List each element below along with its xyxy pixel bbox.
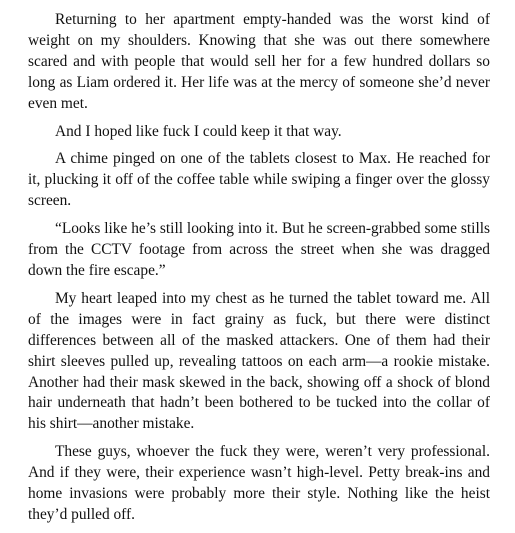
paragraph-1: Returning to her apartment empty-handed was the worst kind of weight on my shoulders. Knowing that she was out there somewhere scared and with people that would sell her for a few hundred dollars so long as Liam ordered it. Her life was at the mercy of someone she’d never even met. — [28, 11, 490, 112]
paragraph-3: A chime pinged on one of the tablets closest to Max. He reached for it, plucking it off of the coffee table while swiping a finger over the glossy screen. — [28, 150, 490, 210]
paragraph-4: “Looks like he’s still looking into it. But he screen-grabbed some stills from the CCTV footage from across the street when she was dragged down the fire escape.” — [28, 220, 490, 279]
paragraph-5: My heart leaped into my chest as he turned the tablet toward me. All of the images were in fact grainy as fuck, but there were distinct differences between all of the masked attackers. One of them had their shirt sleeves pulled up, revealing tattoos on each arm—a rookie mistake. Another had their mask skewed in the back, showing off a shock of blond hair underneath that hadn’t been bothered to be tucked into the collar of his shirt—another mistake. — [28, 289, 490, 433]
book-page — [28, 10, 490, 533]
paragraph-6: These guys, whoever the fuck they were, weren’t very professional. And if they were, their experience wasn’t high-level. Petty break-ins and home invasions were probably more their style. Nothing like the heist they’d pulled off. — [28, 443, 490, 523]
paragraph-2: And I hoped like fuck I could keep it that way. — [55, 122, 342, 140]
